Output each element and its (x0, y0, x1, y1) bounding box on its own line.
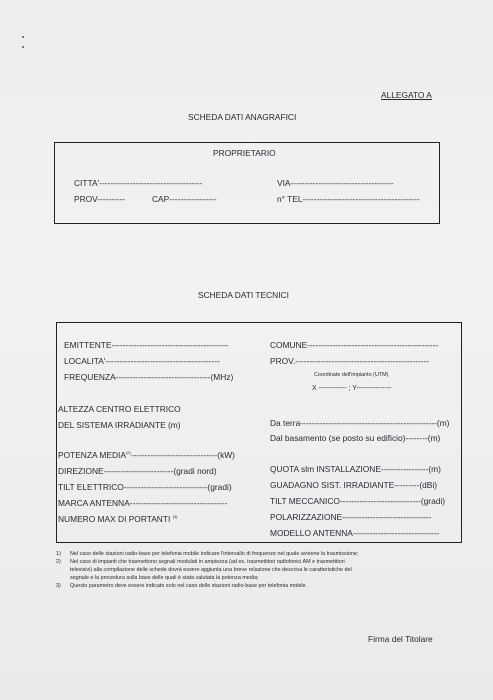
tilt-elettrico-field[interactable]: TILT ELETTRICO------------------------------(gradi) (58, 482, 232, 492)
altezza-label-1: ALTEZZA CENTRO ELETTRICO (58, 404, 181, 414)
portanti-field[interactable] (58, 514, 178, 524)
note-2-line-2: televisivi) alla compilazione delle schede dovrà essere aggiunta una breve relazione che descriva le caratteristiche del (70, 567, 352, 573)
note-ref-3: (3) (172, 514, 178, 520)
quota-field[interactable]: QUOTA slm INSTALLAZIONE-----------------(m) (270, 464, 441, 474)
potenza-field[interactable] (58, 450, 235, 460)
comune-field[interactable]: COMUNE----------------------------------------------- (270, 340, 439, 350)
title-anagrafici: SCHEDA DATI ANAGRAFICI (188, 112, 297, 122)
scan-dot (22, 46, 24, 48)
allegato-label: ALLEGATO A (381, 90, 432, 100)
da-terra-field[interactable]: Da terra-------------------------------------------------(m) (270, 418, 450, 428)
prov-field[interactable]: PROV---------- (74, 194, 126, 204)
firma-label: Firma del Titolare (368, 634, 433, 644)
note-1-number: 1) (56, 551, 61, 557)
coordinate-field[interactable]: X ------------ ; Y--------------- (312, 385, 392, 392)
note-2-line-1: Nel caso di impianti che trasmettono segnali modulati in ampiezza (ad es. trasmettitori radiofonici AM e trasmettitori (70, 559, 345, 565)
note-1: Nel caso delle stazioni radio-base per telefonia mobile indicare l'intervallo di frequenze nel quale avviene la trasmissione; (70, 551, 359, 557)
potenza-label: POTENZA MEDIA (58, 450, 126, 460)
via-field[interactable]: VIA------------------------------------- (277, 178, 394, 188)
proprietario-title: PROPRIETARIO (213, 148, 276, 158)
frequenza-field[interactable]: FREQUENZA----------------------------------(MHz) (64, 372, 234, 382)
note-3-number: 3) (56, 583, 61, 589)
emittente-field[interactable]: EMITTENTE------------------------------------------ (64, 340, 229, 350)
tec-prov-field[interactable]: PROV.------------------------------------------------ (270, 356, 430, 366)
marca-antenna-field[interactable]: MARCA ANTENNA----------------------------------- (58, 498, 228, 508)
polarizzazione-field[interactable]: POLARIZZAZIONE-------------------------------- (270, 512, 432, 522)
tilt-meccanico-field[interactable]: TILT MECCANICO-----------------------------(gradi) (270, 496, 446, 506)
guadagno-field[interactable]: GUADAGNO SIST. IRRADIANTE---------(dBi) (270, 480, 438, 490)
note-ref-2: (2) (125, 450, 131, 456)
note-2-line-3: segnale e la procedura sulla base delle quali è stata valutata la potenza media; (70, 575, 259, 581)
note-3: Questo parametro deve essere indicato solo nel caso delle stazioni radio-base per telefonia mobile. (70, 583, 308, 589)
localita-field[interactable]: LOCALITA'----------------------------------------- (64, 356, 220, 366)
potenza-fill: -------------------------------(kW) (130, 450, 235, 460)
title-tecnici: SCHEDA DATI TECNICI (198, 290, 289, 300)
portanti-label: NUMERO MAX DI PORTANTI (58, 514, 171, 524)
note-2-number: 2) (56, 559, 61, 565)
coordinate-label: Coordinate dell'impianto (UTM) (314, 372, 389, 378)
scan-dot (22, 36, 24, 38)
tel-field[interactable]: n° TEL------------------------------------------ (277, 194, 420, 204)
cap-field[interactable]: CAP----------------- (152, 194, 217, 204)
citta-field[interactable]: CITTA'------------------------------------- (74, 178, 203, 188)
modello-antenna-field[interactable]: MODELLO ANTENNA------------------------------- (270, 528, 440, 538)
altezza-label-2: DEL SISTEMA IRRADIANTE (m) (58, 420, 181, 430)
da-basamento-field[interactable]: Dal basamento (se posto su edificio)--------(m) (270, 433, 441, 443)
direzione-field[interactable]: DIREZIONE-------------------------(gradi nord) (58, 466, 217, 476)
